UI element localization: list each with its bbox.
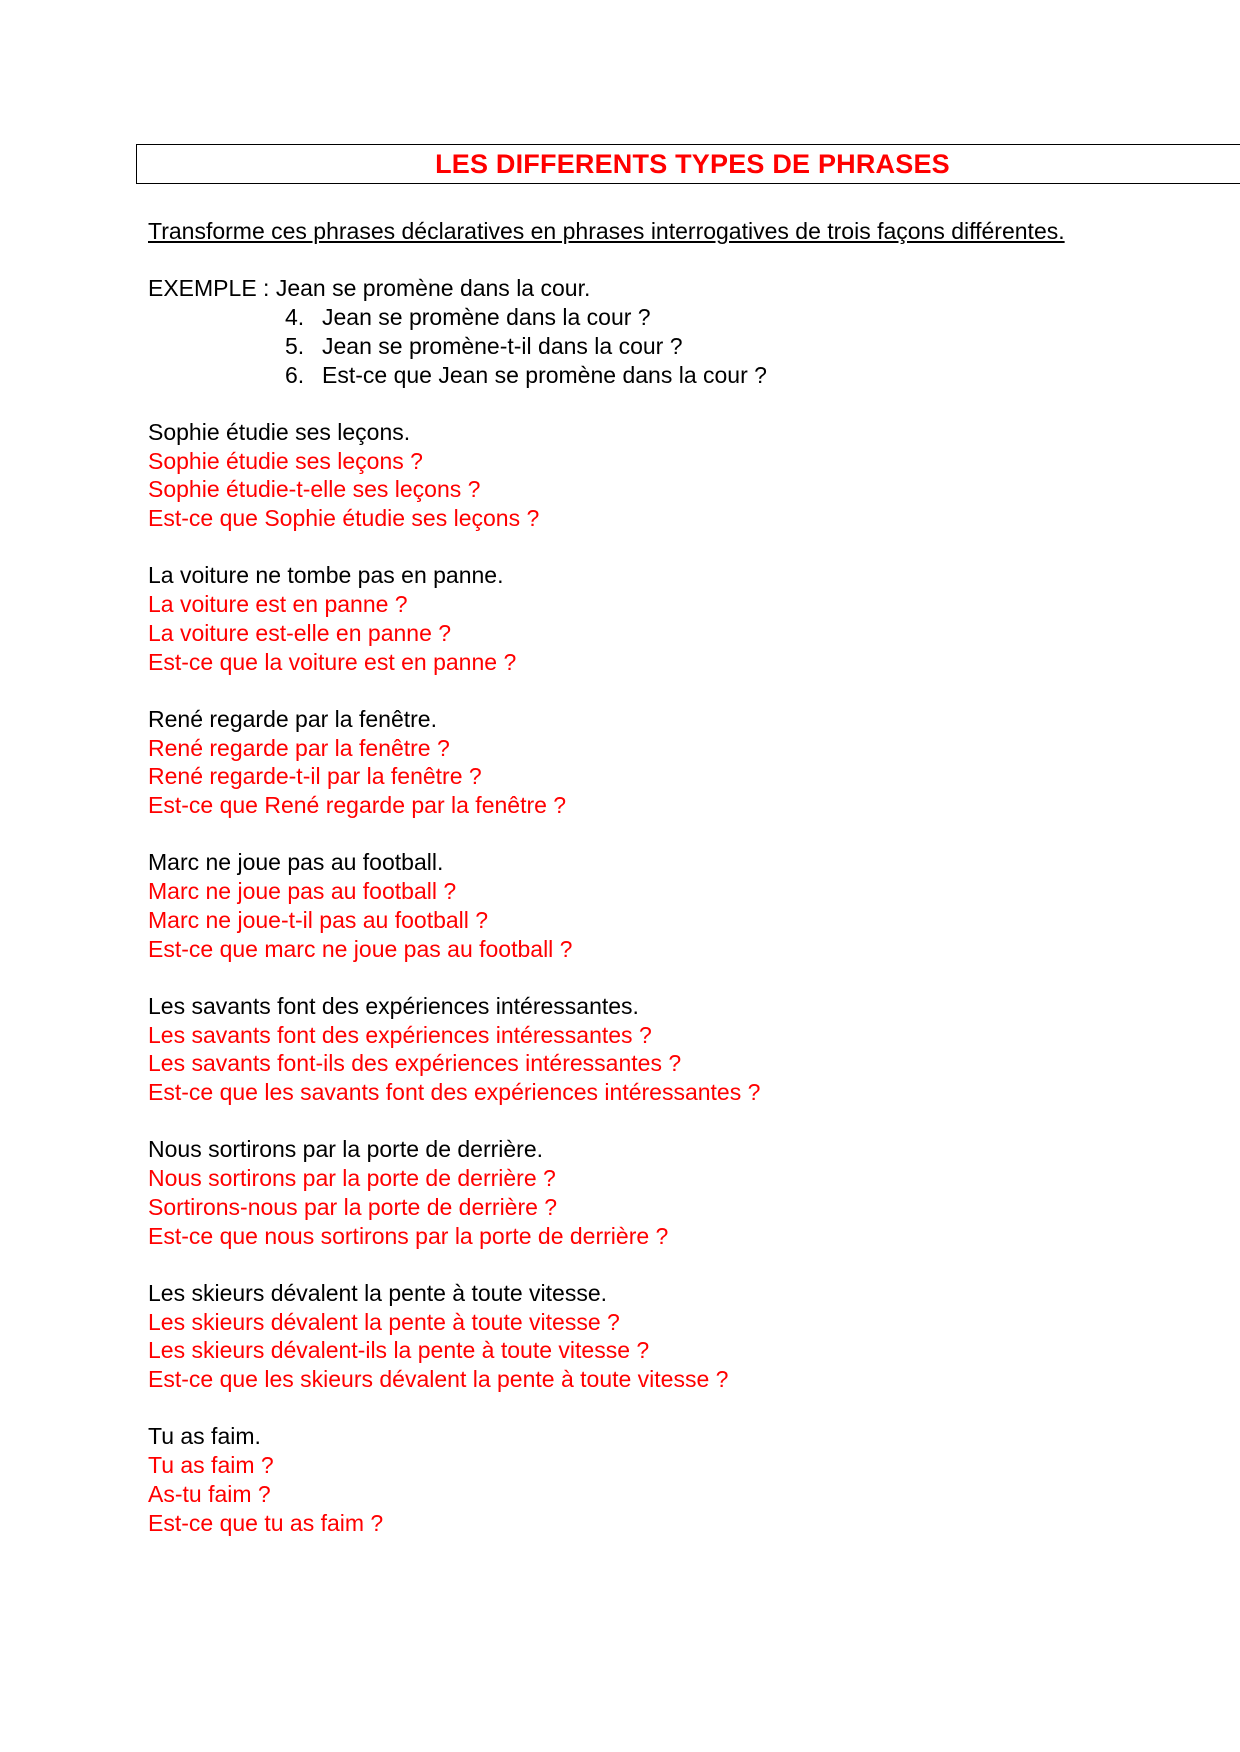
spacer: [148, 820, 1208, 849]
spacer: [148, 533, 1208, 562]
exercise-block: [148, 705, 1208, 820]
exercise-block: [148, 992, 1208, 1107]
answer-line: Est-ce que les savants font des expériences intéressantes ?: [148, 1079, 761, 1105]
answer-line: Les skieurs dévalent-ils la pente à toute vitesse ?: [148, 1337, 650, 1364]
exercise-block: [148, 1135, 1208, 1250]
answer-line: La voiture est en panne ?: [148, 591, 408, 618]
answer-line: Marc ne joue-t-il pas au football ?: [148, 906, 489, 933]
answer-line: Les savants font-ils des expériences intéressantes ?: [148, 1050, 682, 1077]
exercise-sentence: Marc ne joue pas au football.: [148, 849, 444, 876]
spacer: [148, 1250, 1208, 1279]
spacer: [148, 246, 1208, 275]
instruction: Transforme ces phrases déclaratives en phrases interrogatives de trois façons différentes.: [148, 218, 1065, 244]
page-title: LES DIFFERENTS TYPES DE PHRASES: [435, 148, 950, 179]
exercise-sentence: Sophie étudie ses leçons.: [148, 418, 411, 445]
example-item: [285, 303, 1208, 332]
answer-line: Sophie étudie-t-elle ses leçons ?: [148, 476, 481, 503]
spacer: [148, 1107, 1208, 1136]
answer-line: Est-ce que Sophie étudie ses leçons ?: [148, 505, 540, 531]
answer-line: Est-ce que nous sortirons par la porte de derrière ?: [148, 1222, 669, 1249]
answer-line: Est-ce que marc ne joue pas au football ?: [148, 935, 573, 962]
example-item: [285, 361, 1208, 390]
exercise-block: [148, 1279, 1208, 1394]
example-item-text: Jean se promène-t-il dans la cour ?: [322, 332, 683, 359]
example-item-text: Est-ce que Jean se promène dans la cour ?: [322, 361, 767, 388]
answer-line: Est-ce que René regarde par la fenêtre ?: [148, 792, 567, 818]
spacer: [148, 389, 1208, 418]
spacer: [148, 963, 1208, 992]
answer-line: René regarde-t-il par la fenêtre ?: [148, 763, 482, 790]
answer-line: Les savants font des expériences intéressantes ?: [148, 1021, 652, 1048]
answer-line: Est-ce que les skieurs dévalent la pente à toute vitesse ?: [148, 1366, 729, 1392]
answer-line: René regarde par la fenêtre ?: [148, 734, 450, 761]
answer-line: Tu as faim ?: [148, 1452, 274, 1479]
example-item-number: 4.: [285, 304, 305, 331]
spacer: [148, 676, 1208, 705]
title-box: [136, 144, 1240, 184]
answer-line: Est-ce que la voiture est en panne ?: [148, 648, 517, 675]
answer-line: Est-ce que tu as faim ?: [148, 1509, 384, 1536]
example-item-number: 5.: [285, 332, 305, 359]
exercise-sentence: Les savants font des expériences intéressantes.: [148, 992, 639, 1019]
spacer: [148, 1394, 1208, 1423]
exercise-block: [148, 1422, 1208, 1537]
answer-line: As-tu faim ?: [148, 1480, 271, 1507]
exercise-block: [148, 418, 1208, 533]
answer-line: Nous sortirons par la porte de derrière ?: [148, 1165, 556, 1192]
exercise-sentence: René regarde par la fenêtre.: [148, 705, 437, 732]
exercise-block: [148, 561, 1208, 676]
example-label: EXEMPLE : Jean se promène dans la cour.: [148, 275, 591, 302]
example-item-number: 6.: [285, 361, 305, 388]
answer-line: La voiture est-elle en panne ?: [148, 619, 452, 646]
worksheet-content: [148, 217, 1208, 1537]
answer-line: Sophie étudie ses leçons ?: [148, 447, 423, 474]
answer-line: Marc ne joue pas au football ?: [148, 878, 457, 905]
exercise-sentence: Tu as faim.: [148, 1423, 261, 1450]
exercise-block: [148, 848, 1208, 963]
example-item: [285, 332, 1208, 361]
answer-line: Sortirons-nous par la porte de derrière ?: [148, 1193, 558, 1220]
example-list: [148, 303, 1208, 389]
example-item-text: Jean se promène dans la cour ?: [322, 304, 651, 331]
answer-line: Les skieurs dévalent la pente à toute vitesse ?: [148, 1308, 620, 1335]
exercise-sentence: Les skieurs dévalent la pente à toute vitesse.: [148, 1279, 608, 1306]
exercise-sentence: Nous sortirons par la porte de derrière.: [148, 1136, 544, 1163]
exercise-sentence: La voiture ne tombe pas en panne.: [148, 562, 504, 589]
